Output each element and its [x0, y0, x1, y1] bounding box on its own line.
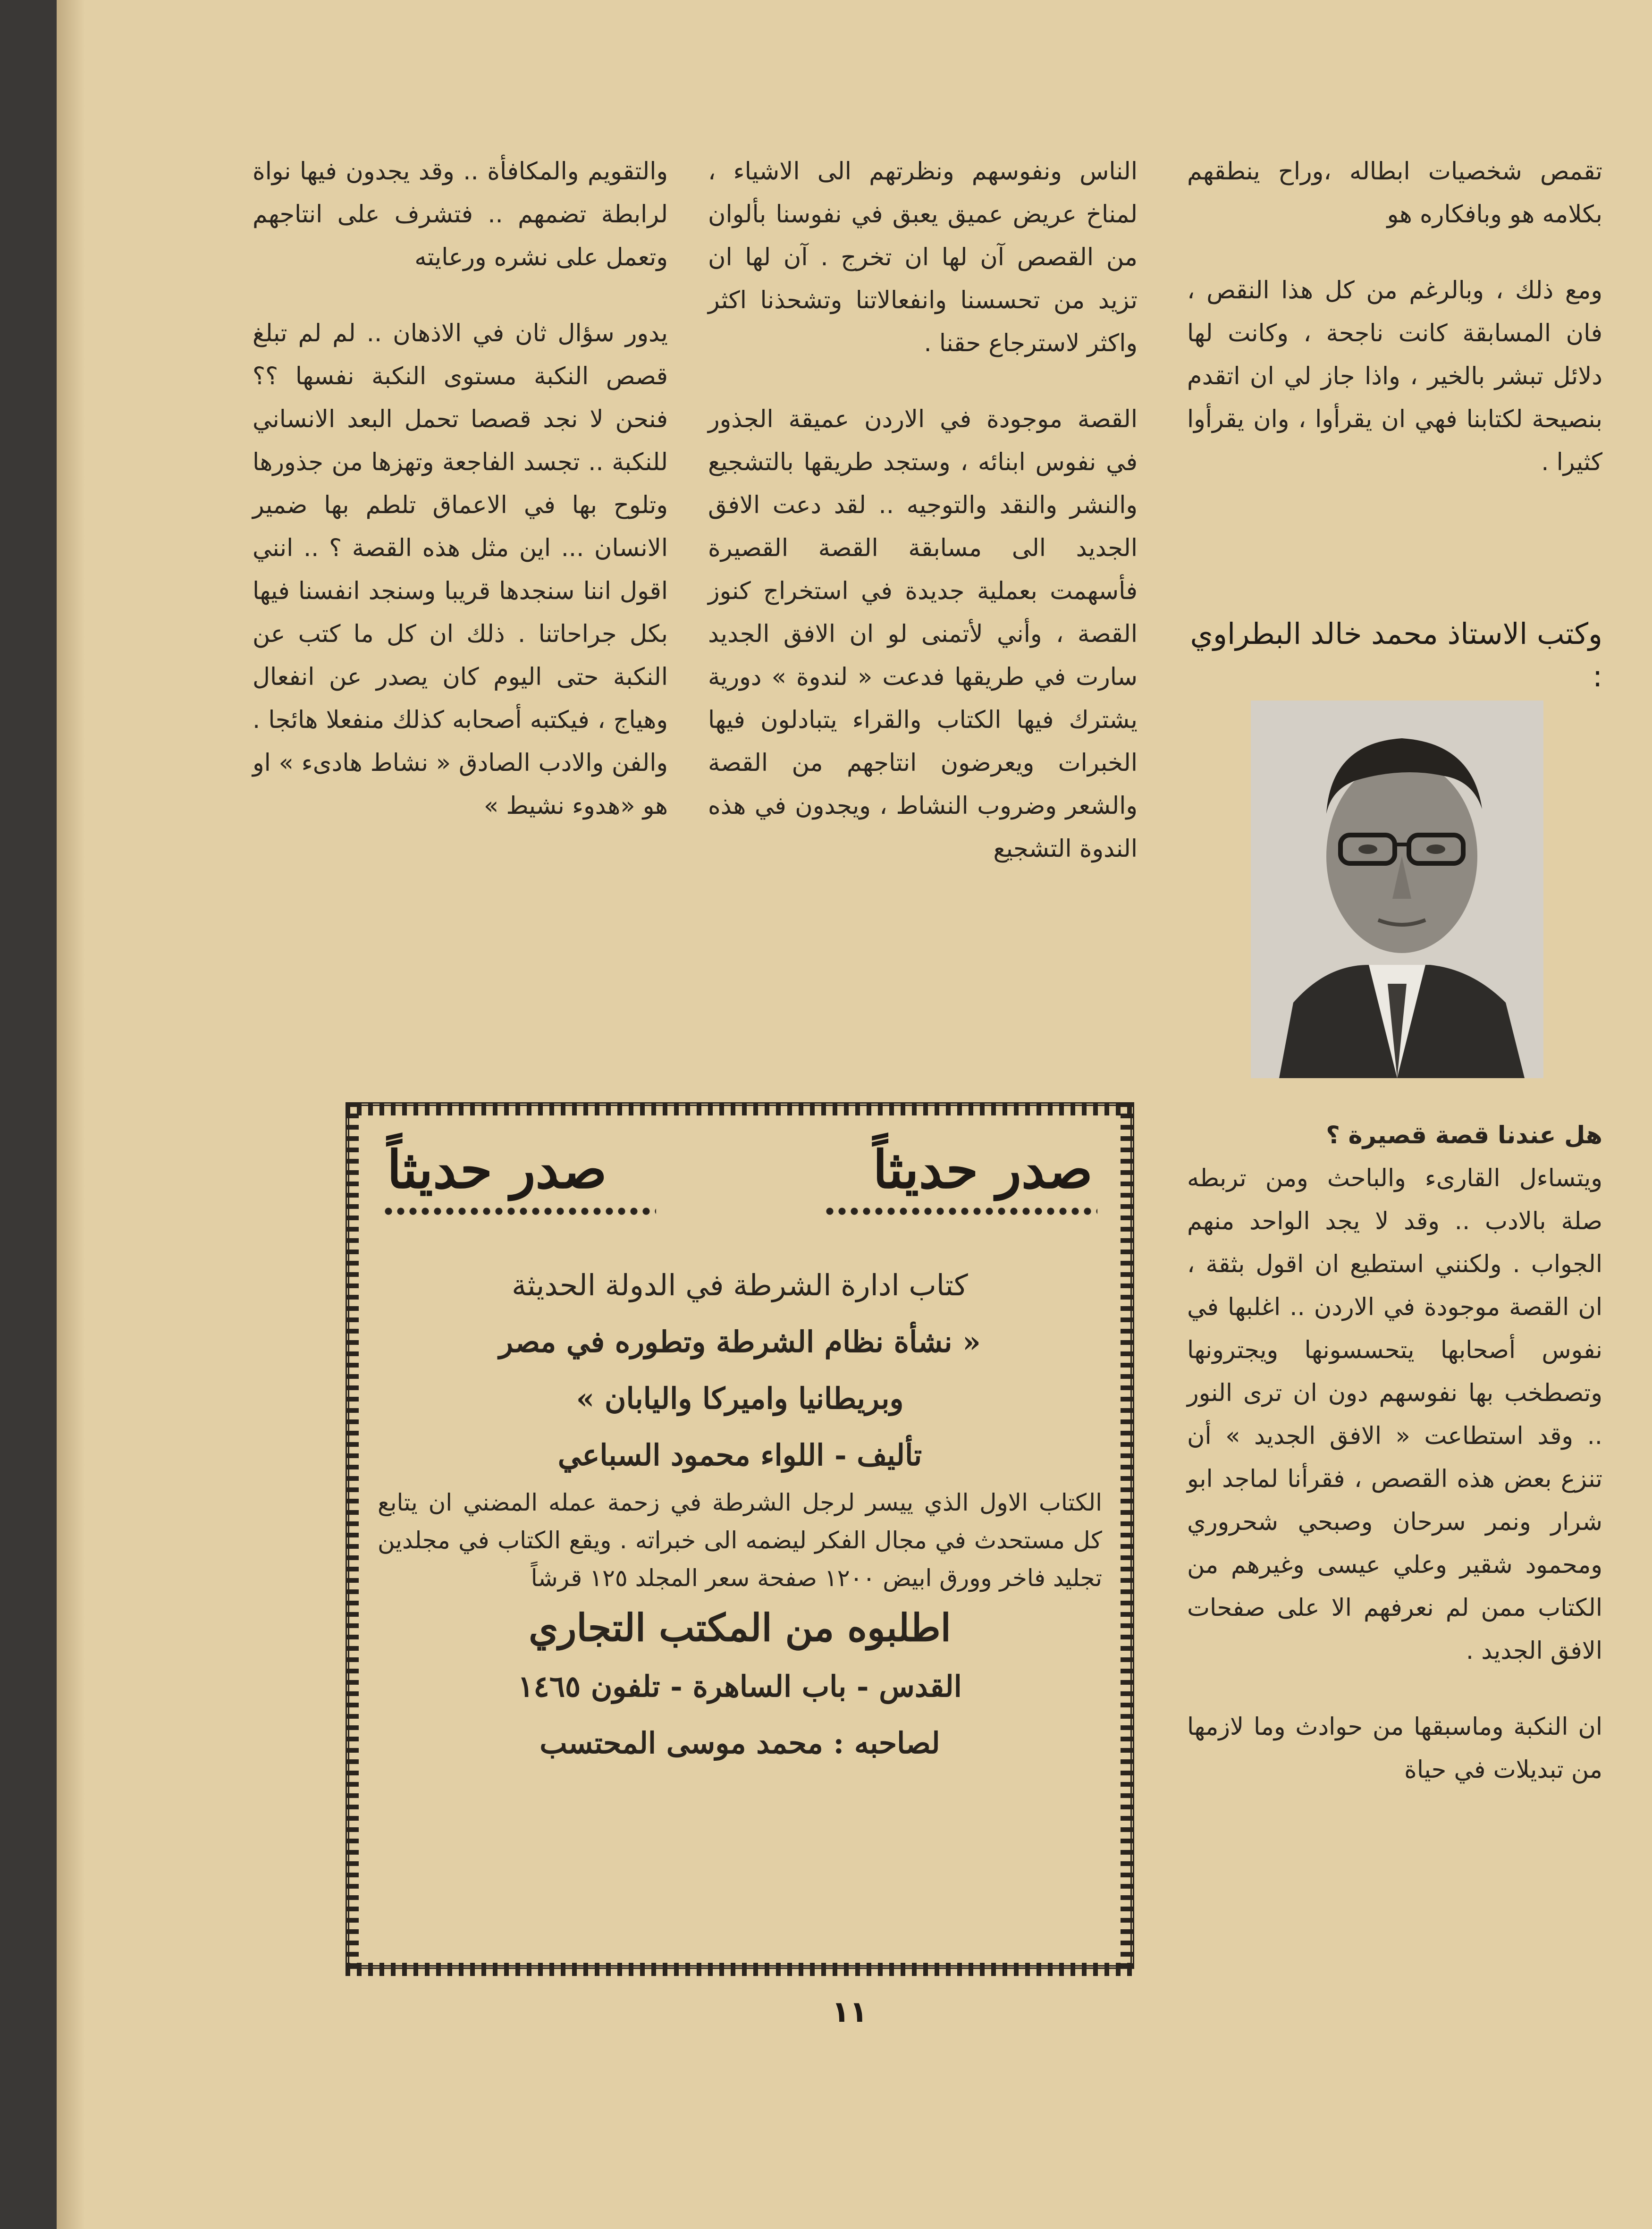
ad-order: اطلبوه من المكتب التجاري — [529, 1605, 951, 1650]
paragraph: تقمص شخصيات ابطاله ،وراح ينطقهم بكلامه هو وبافكاره هو — [1187, 158, 1602, 228]
ad-body — [378, 1257, 1102, 1772]
ad-subtitle: وبريطانيا واميركا واليابان » — [576, 1381, 904, 1416]
ad-owner: لصاحبه : محمد موسى المحتسب — [539, 1726, 940, 1760]
article-column-right-lower — [1187, 1114, 1602, 1791]
author-byline: وكتب الاستاذ محمد خالد البطراوي : — [1190, 616, 1602, 693]
ad-heading-right: صدر حديثاً — [873, 1139, 1093, 1200]
ad-dots-right — [824, 1205, 1097, 1217]
author-photo — [1251, 701, 1543, 1078]
paragraph: ان النكبة وماسبقها من حوادث وما لازمها من تبديلات في حياة — [1187, 1713, 1602, 1784]
magazine-page — [57, 0, 1652, 2229]
paragraph: يدور سؤال ثان في الاذهان .. لم لم تبلغ قصص النكبة مستوى النكبة نفسها ؟؟ فنحن لا نجد قصصا تحمل البعد الانساني للنكبة .. تجسد الفاجعة وتهزها من جذورها وتلوح بها في الاعماق تلطم بها ضمير الانسان ... اين مثل هذه القصة ؟ .. انني اقول اننا سنجدها قريبا وسنجد انفسنا فيها بكل جراحاتنا . ذلك ان كل ما كتب عن النكبة حتى اليوم كان يصدر عن انفعال وهياج ، فيكتبه أصحابه كذلك منفعلا هائجا . والفن والادب الصادق « نشاط هادىء » او هو «هدوء نشيط » — [253, 320, 668, 820]
paragraph: الناس ونفوسهم ونظرتهم الى الاشياء ، لمناخ عريض عميق يعبق في نفوسنا بألوان من القصص آن لها ان تخرج . آن لها ان تزيد من تحسسنا وانفعالاتنا وتشحذنا اكثر واكثر لاسترجاع حقنا . — [708, 158, 1138, 357]
ad-author: تأليف - اللواء محمود السباعي — [557, 1438, 922, 1472]
article-column-left — [253, 150, 668, 827]
ad-book-title: كتاب ادارة الشرطة في الدولة الحديثة — [512, 1268, 968, 1302]
paragraph: ويتساءل القارىء والباحث ومن تربطه صلة بالادب .. وقد لا يجد الواحد منهم الجواب . ولكنني استطيع ان اقول بثقة ، ان القصة موجودة في الاردن .. اغلبها في نفوس أصحابها يتحسسونها ويجترونها وتصطخب بها نفوسهم دون ان ترى النور .. وقد استطاعت « الافق الجديد » أن تنزع بعض هذه القصص ، فقرأنا لماجد ابو شرار ونمر سرحان وصبحي شحروري ومحمود شقير وعلي عيسى وغيرهم من الكتاب ممن لم نعرفهم الا على صفحات الافق الجديد . — [1187, 1165, 1602, 1665]
section-question: هل عندنا قصة قصيرة ؟ — [1326, 1122, 1602, 1149]
ad-address: القدس - باب الساهرة - تلفون ١٤٦٥ — [518, 1669, 962, 1704]
ad-dots-left — [382, 1205, 656, 1217]
paragraph: والتقويم والمكافأة .. وقد يجدون فيها نواة لرابطة تضمهم .. فتشرف على انتاجهم وتعمل على نشره ورعايته — [253, 158, 668, 271]
ad-heading-left: صدر حديثاً — [387, 1139, 607, 1200]
ad-subtitle: « نشأة نظام الشرطة وتطوره في مصر — [499, 1325, 981, 1359]
page-number: ١١ — [832, 1994, 868, 2029]
book-advertisement — [346, 1102, 1134, 1969]
paragraph: القصة موجودة في الاردن عميقة الجذور في نفوس ابنائه ، وستجد طريقها بالتشجيع والنشر والنقد والتوجيه .. لقد دعت الافق الجديد الى مسابقة القصة القصيرة فأسهمت بعملية جديدة في استخراج كنوز القصة ، وأني لأتمنى لو ان الافق الجديد سارت في طريقها فدعت « لندوة » دورية يشترك فيها الكتاب والقراء يتبادلون فيها الخبرات ويعرضون انتاجهم من القصة والشعر وضروب النشاط ، ويجدون في هذه الندوة التشجيع — [708, 405, 1138, 863]
article-column-right — [1187, 150, 1602, 484]
ad-description: الكتاب الاول الذي ييسر لرجل الشرطة في زحمة عمله المضني ان يتابع كل مستحدث في مجال الفكر ليضمه الى خبراته . ويقع الكتاب في مجلدين تجليد فاخر وورق ابيض ١٢٠٠ صفحة سعر المجلد ١٢٥ قرشاً — [378, 1489, 1102, 1592]
paragraph: ومع ذلك ، وبالرغم من كل هذا النقص ، فان المسابقة كانت ناجحة ، وكانت لها دلائل تبشر بالخير ، واذا جاز لي ان اتقدم بنصيحة لكتابنا فهي ان يقرأوا ، وان يقرأوا كثيرا . — [1187, 277, 1602, 476]
article-column-middle — [708, 150, 1138, 870]
